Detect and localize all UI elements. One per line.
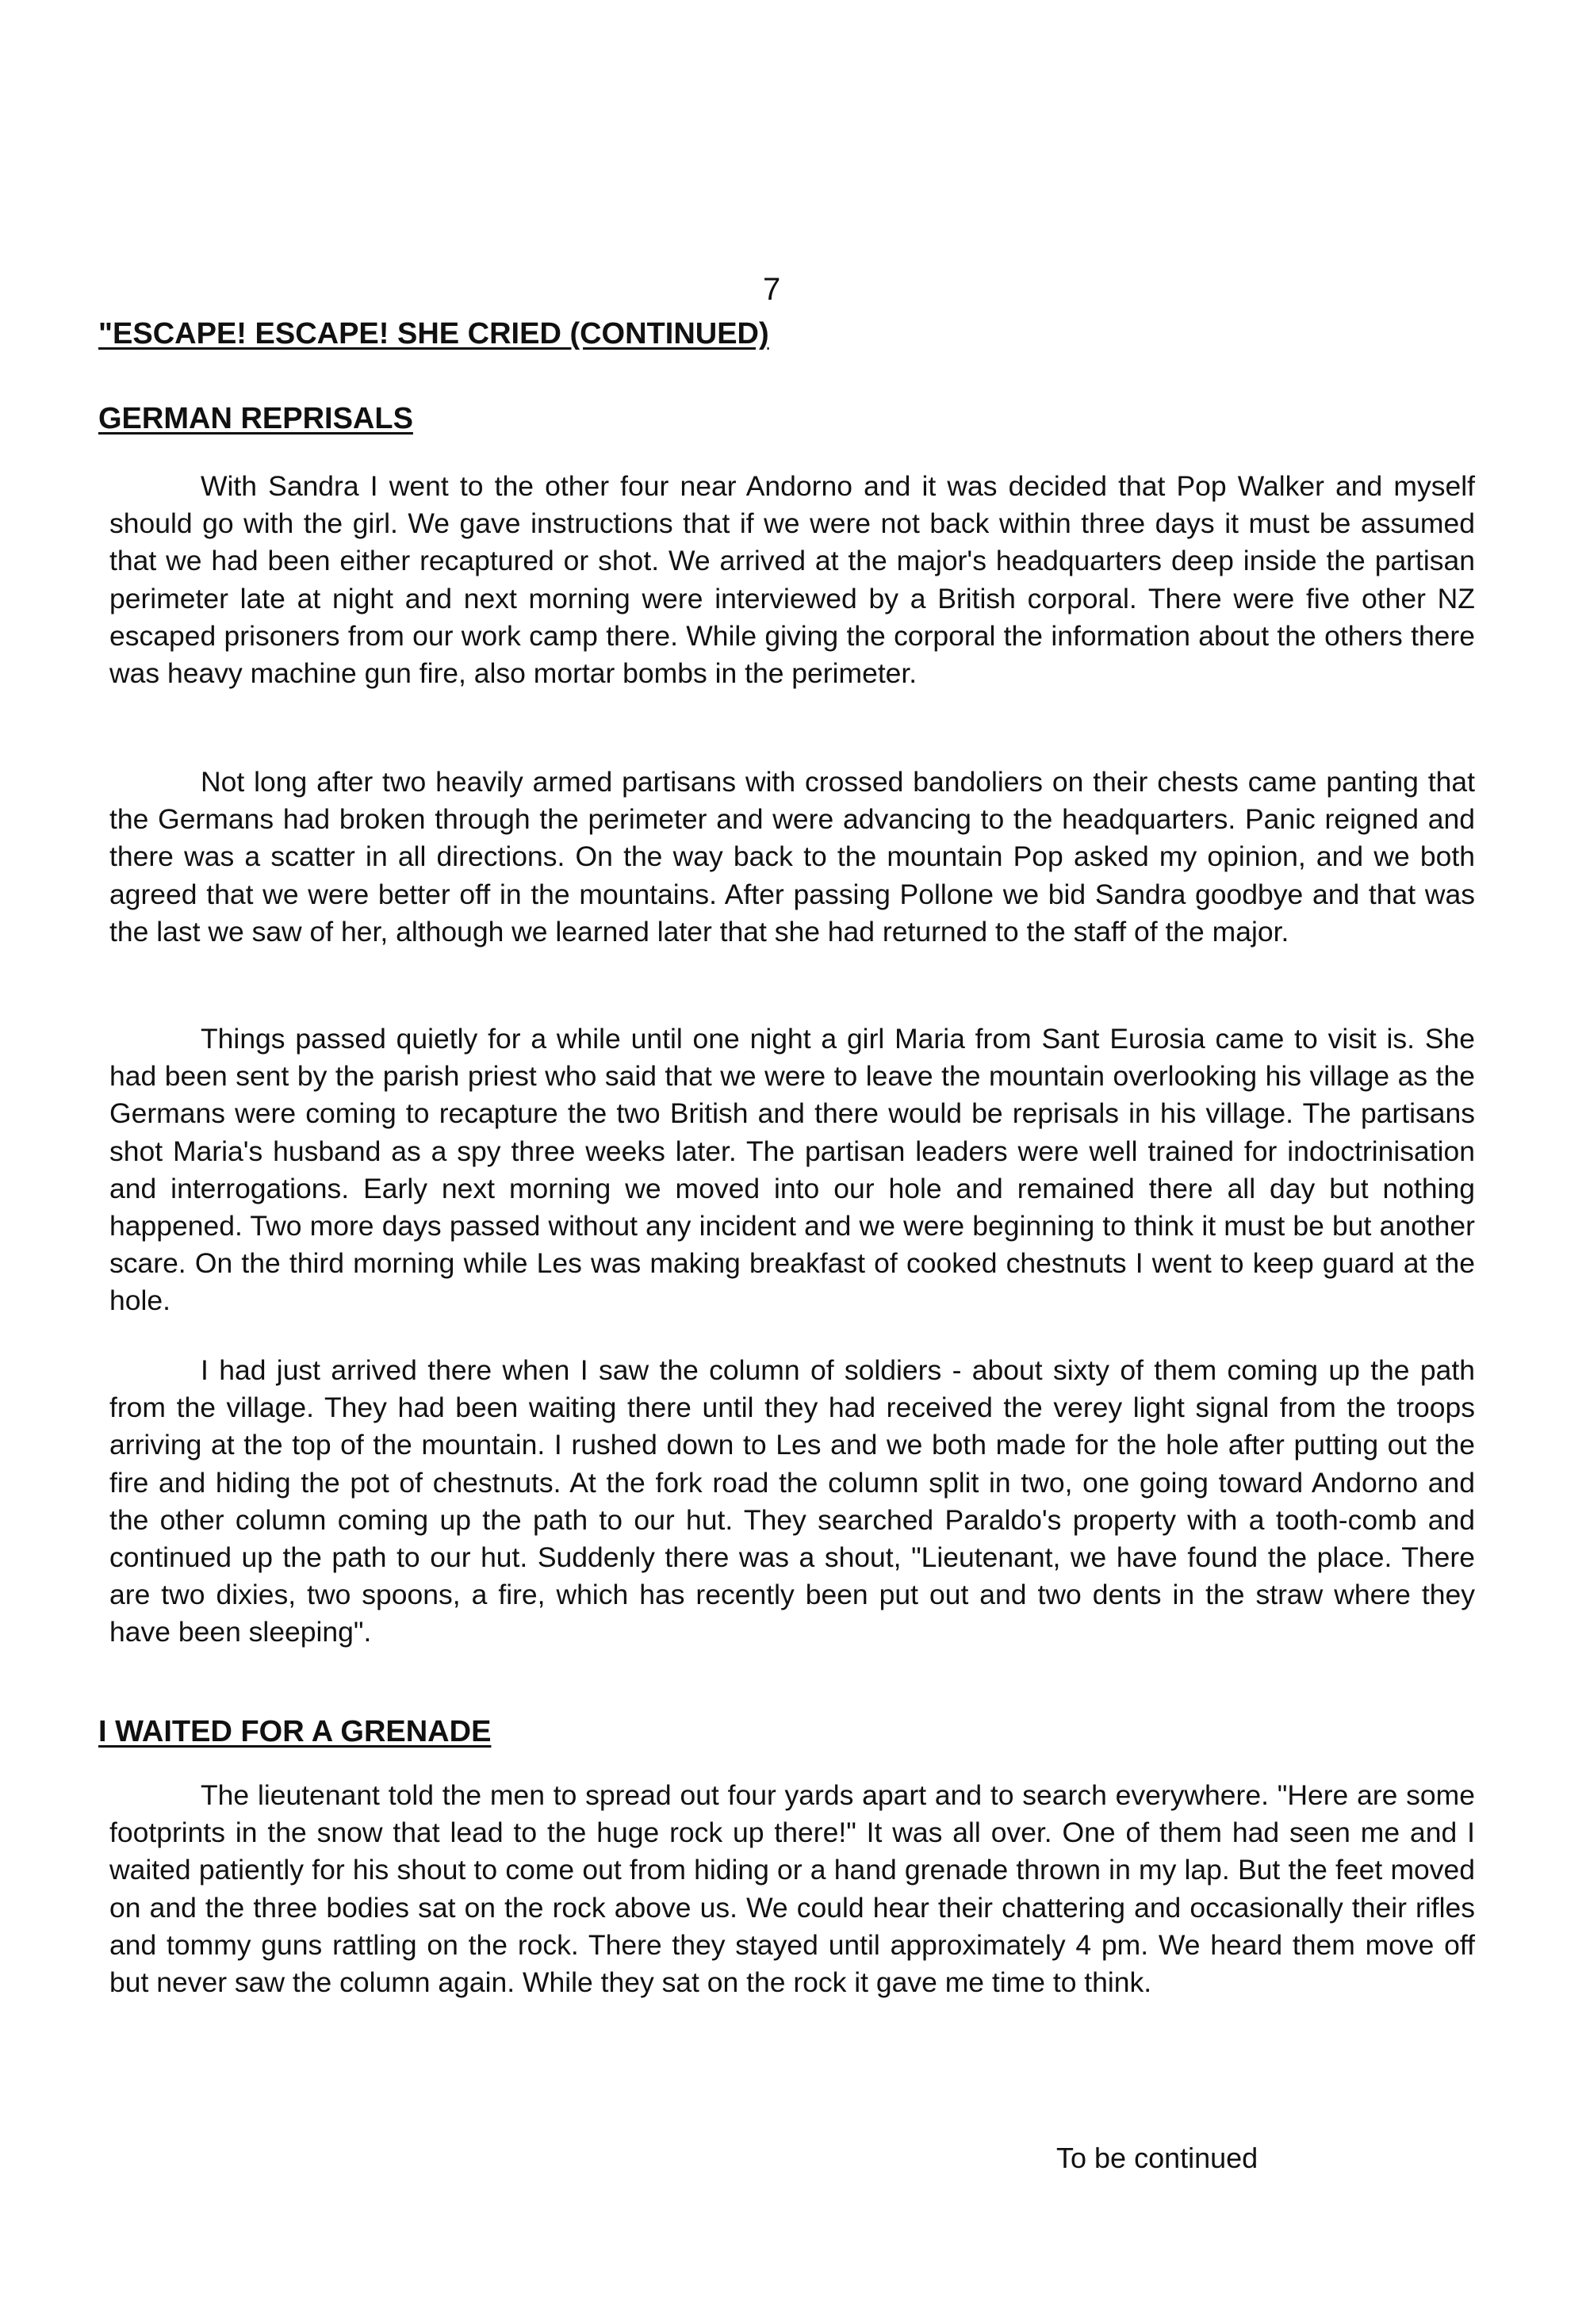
paragraph: Not long after two heavily armed partisans with crossed bandoliers on their chests came panting that the Germans had broken through the perimeter and were advancing to the headquarters. Panic reigned and there was a scatter in all directions. On the way back to the mountain Pop asked my opinion, and we both agreed that we were better off in the mountains. After passing Pollone we bid Sandra goodbye and that was the last we saw of her, although we learned later that she had returned to the staff of the major. bbox=[109, 766, 1475, 948]
page-number: 7 bbox=[763, 272, 781, 307]
article-title: "ESCAPE! ESCAPE! SHE CRIED (CONTINUED) bbox=[98, 317, 769, 350]
to-be-continued-note: To be continued bbox=[1056, 2142, 1258, 2174]
paragraph: The lieutenant told the men to spread out four yards apart and to search everywhere. "Here are some footprints in the snow that lead to the huge rock up there!" It was all over. One of them had seen me and I waited patiently for his shout to come out from hiding or a hand grenade thrown in my lap. But the feet moved on and the three bodies sat on the rock above us. We could hear their chattering and occasionally their rifles and tommy guns rattling on the rock. There they stayed until approximately 4 pm. We heard them move off but never saw the column again. While they sat on the rock it gave me time to think. bbox=[109, 1779, 1475, 1999]
section-heading-i-waited-for-a-grenade: I WAITED FOR A GRENADE bbox=[98, 1715, 492, 1748]
section-heading-german-reprisals: GERMAN REPRISALS bbox=[98, 402, 413, 435]
paragraph: Things passed quietly for a while until one night a girl Maria from Sant Eurosia came to visit is. She had been sent by the parish priest who said that we were to leave the mountain overlooking his village as the Germans were coming to recapture the two British and there would be reprisals in his village. The partisans shot Maria's husband as a spy three weeks later. The partisan leaders were well trained for indoctrinisation and interrogations. Early next morning we moved into our hole and remained there all day but nothing happened. Two more days passed without any incident and we were beginning to think it must be but another scare. On the third morning while Les was making breakfast of cooked chestnuts I went to keep guard at the hole. bbox=[109, 1023, 1475, 1317]
paragraph: With Sandra I went to the other four near Andorno and it was decided that Pop Walker and myself should go with the girl. We gave instructions that if we were not back within three days it must be assumed that we had been either recaptured or shot. We arrived at the major's headquarters deep inside the partisan perimeter late at night and next morning were interviewed by a British corporal. There were five other NZ escaped prisoners from our work camp there. While giving the corporal the information about the others there was heavy machine gun fire, also mortar bombs in the perimeter. bbox=[109, 470, 1475, 690]
paragraph: I had just arrived there when I saw the column of soldiers - about sixty of them coming up the path from the village. They had been waiting there until they had received the verey light signal from the troops arriving at the top of the mountain. I rushed down to Les and we both made for the hole after putting out the fire and hiding the pot of chestnuts. At the fork road the column split in two, one going toward Andorno and the other column coming up the path to our hut. They searched Paraldo's property with a tooth-comb and continued up the path to our hut. Suddenly there was a shout, "Lieutenant, we have found the place. There are two dixies, two spoons, a fire, which has recently been put out and two dents in the straw where they have been sleeping". bbox=[109, 1354, 1475, 1648]
